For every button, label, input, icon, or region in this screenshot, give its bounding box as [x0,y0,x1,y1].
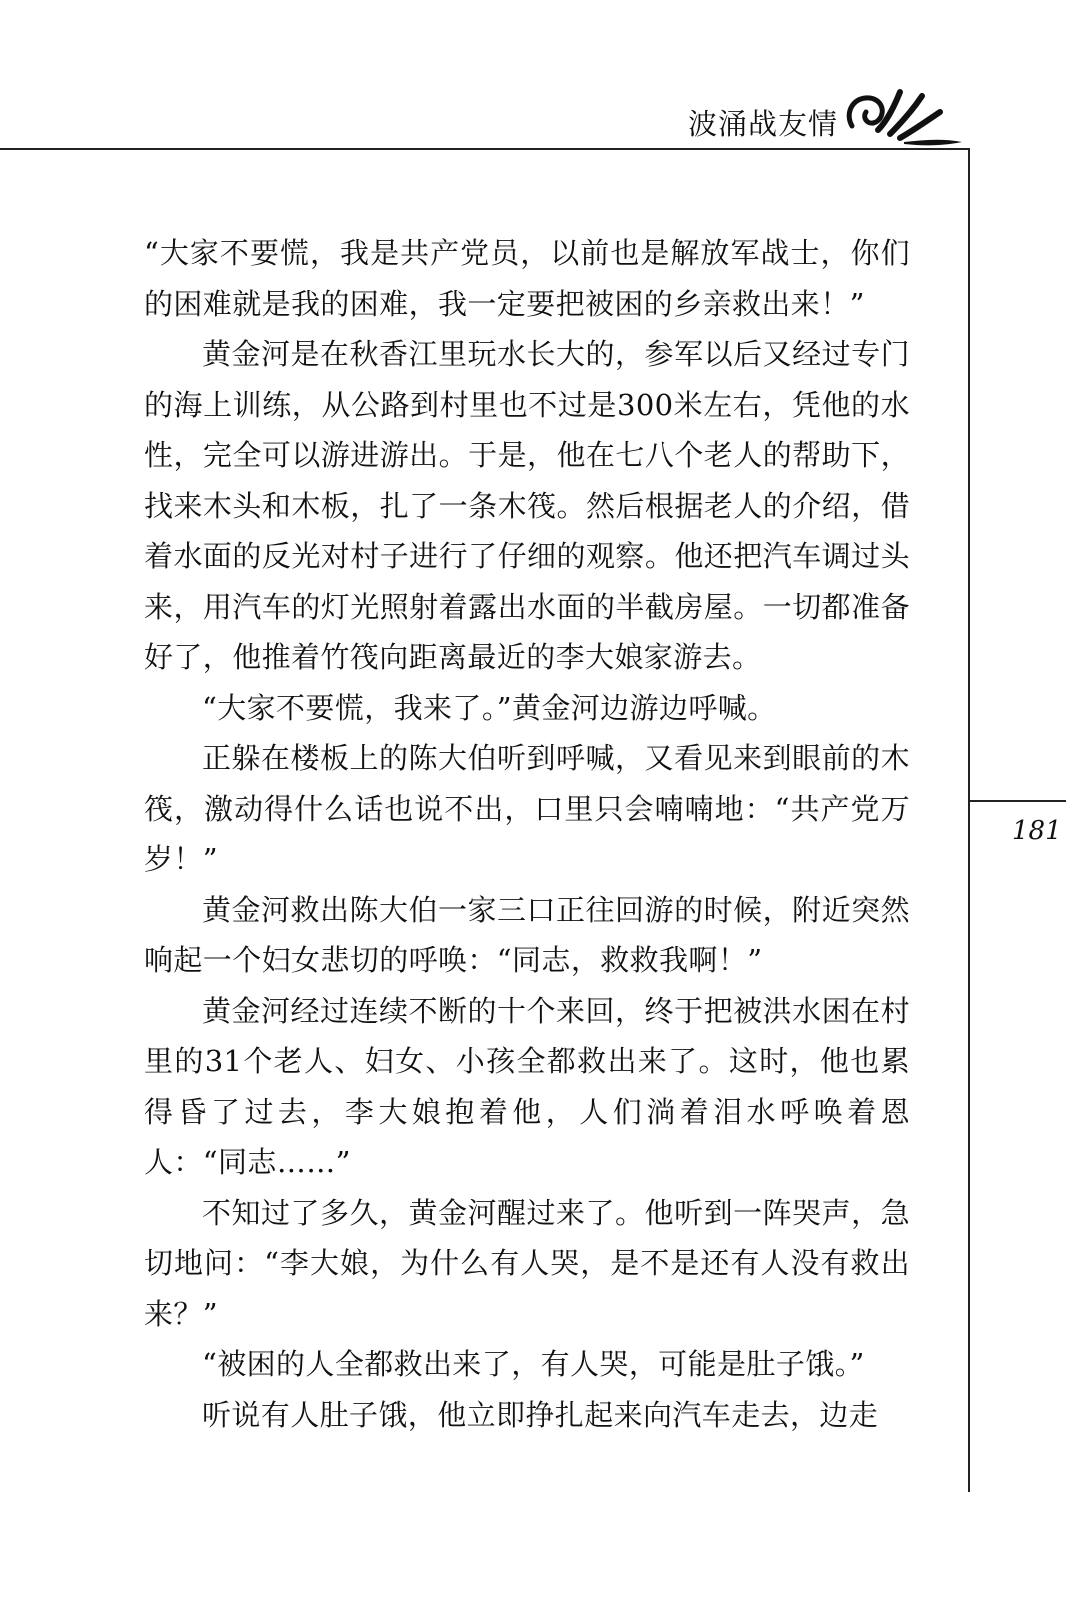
paragraph: 不知过了多久，黄金河醒过来了。他听到一阵哭声，急切地问：“李大娘，为什么有人哭，是不是还有人没有救出来？” [144,1195,910,1331]
body-text [144,228,910,1440]
running-header-title: 波涌战友情 [688,107,839,141]
side-tab-rule [968,800,1066,802]
header-rule [0,148,970,150]
paragraph: 听说有人肚子饿，他立即挣扎起来向汽车走去，边走 [202,1397,879,1432]
paragraph: 黄金河是在秋香江里玩水长大的，参军以后又经过专门的海上训练，从公路到村里也不过是300米左右，凭他的水性，完全可以游进游出。于是，他在七八个老人的帮助下，找来木头和木板，扎了一条木筏。然后根据老人的介绍，借着水面的反光对村子进行了仔细的观察。他还把汽车调过头来，用汽车的灯光照射着露出水面的半截房屋。一切都准备好了，他推着竹筏向距离最近的李大娘家游去。 [144,337,910,674]
right-margin-rule [968,148,970,1492]
paragraph: 黄金河救出陈大伯一家三口正往回游的时候，附近突然响起一个妇女悲切的呼唤：“同志，救救我啊！” [144,892,910,977]
paragraph: “大家不要慌，我是共产党员，以前也是解放军战士，你们的困难就是我的困难，我一定要把被困的乡亲救出来！” [144,236,910,321]
paragraph: 黄金河经过连续不断的十个来回，终于把被洪水困在村里的31个老人、妇女、小孩全都救出来了。这时，他也累得昏了过去，李大娘抱着他，人们淌着泪水呼唤着恩人：“同志……” [144,993,910,1179]
swirl-ornament-icon [842,82,972,154]
paragraph: 正躲在楼板上的陈大伯听到呼喊，又看见来到眼前的木筏，激动得什么话也说不出，口里只会喃喃地：“共产党万岁！” [144,741,910,876]
paragraph: “大家不要慌，我来了。”黄金河边游边呼喊。 [202,690,777,725]
page-number: 181 [1012,816,1062,846]
paragraph: “被困的人全都救出来了，有人哭，可能是肚子饿。” [202,1347,865,1381]
